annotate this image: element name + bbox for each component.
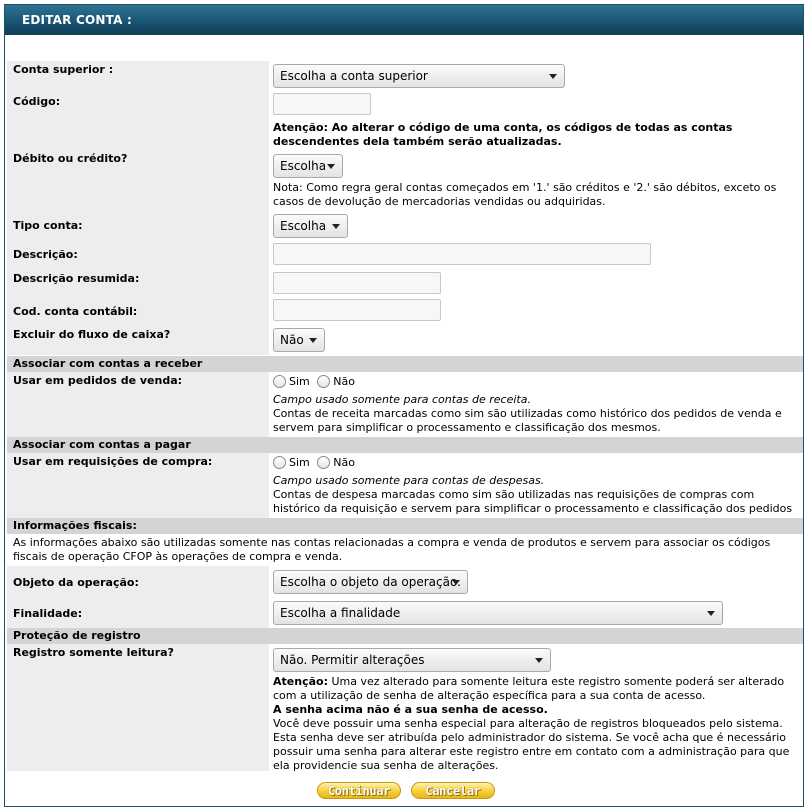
row-finalidade [7, 598, 803, 628]
row-cod-contabil [7, 297, 803, 325]
conta-superior-value: Escolha a conta superior [280, 69, 428, 83]
pedidos-venda-radio-group [273, 375, 797, 389]
pedidos-venda-label: Usar em pedidos de venda: [7, 372, 269, 437]
chevron-down-icon [549, 74, 557, 79]
finalidade-select[interactable] [273, 601, 723, 625]
registro-somente-leitura-value: Não. Permitir alterações [280, 653, 425, 667]
chevron-down-icon [535, 658, 543, 663]
excluir-fluxo-value: Não [280, 333, 304, 347]
conta-superior-label: Conta superior : [7, 61, 269, 93]
tipo-conta-value: Escolha [280, 219, 327, 233]
chevron-down-icon [707, 611, 715, 616]
requisicoes-compra-radio-group [273, 456, 797, 470]
row-conta-superior [7, 61, 803, 93]
tipo-conta-select[interactable] [273, 214, 348, 238]
row-registro-somente-leitura [7, 644, 803, 771]
requisicoes-compra-desc: Contas de despesa marcadas como sim são utilizadas nas requisições de compras com histórico da requisição e servem para simplificar o processamento e classificação dos pedidos [273, 488, 793, 515]
conta-superior-select[interactable] [273, 64, 565, 88]
radio-sim[interactable] [273, 375, 286, 388]
panel-title: EDITAR CONTA : [5, 5, 803, 35]
pedidos-venda-desc: Contas de receita marcadas como sim são utilizadas como histórico dos pedidos de venda e servem para simplificar o processamento e classificação dos mesmos. [273, 407, 782, 434]
debito-credito-value: Escolha [280, 159, 327, 173]
descricao-input[interactable] [273, 243, 651, 265]
protecao-warning-bold: Atenção: [273, 675, 328, 688]
radio-sim-label: Sim [289, 375, 310, 388]
row-requisicoes-compra [7, 453, 803, 518]
radio-nao[interactable] [317, 456, 330, 469]
section-contas-receber: Associar com contas a receber [7, 356, 803, 372]
chevron-down-icon [327, 164, 335, 169]
chevron-down-icon [309, 338, 317, 343]
informacoes-fiscais-desc: As informações abaixo são utilizadas somente nas contas relacionadas a compra e venda de produtos e servem para associar os códigos fiscais de operação CFOP às operações de compra e venda. [13, 536, 771, 563]
excluir-fluxo-select[interactable] [273, 328, 325, 352]
registro-somente-leitura-label: Registro somente leitura? [7, 644, 269, 771]
pedidos-venda-hint: Campo usado somente para contas de receita. [273, 393, 531, 406]
row-pedidos-venda [7, 372, 803, 437]
radio-sim-label: Sim [289, 456, 310, 469]
codigo-label: Código: [7, 93, 269, 150]
continuar-button[interactable]: Continuar [317, 782, 401, 799]
debito-credito-select[interactable] [273, 154, 343, 178]
row-descricao-resumida [7, 268, 803, 297]
finalidade-value: Escolha a finalidade [280, 606, 401, 620]
descricao-resumida-label: Descrição resumida: [7, 268, 269, 297]
radio-nao-label: Não [333, 375, 355, 388]
codigo-warning: Atenção: Ao alterar o código de uma conta, os códigos de todas as contas descendentes dela também serão atualizadas. [273, 121, 733, 148]
debito-credito-note: Nota: Como regra geral contas começados em '1.' são créditos e '2.' são débitos, exceto os casos de devolução de mercadorias vendidas ou adquiridas. [273, 181, 777, 208]
excluir-fluxo-label: Excluir do fluxo de caixa? [7, 325, 269, 355]
tipo-conta-label: Tipo conta: [7, 210, 269, 241]
protecao-warning [273, 675, 797, 703]
cod-contabil-input[interactable] [273, 299, 441, 321]
registro-somente-leitura-select[interactable] [273, 648, 551, 672]
radio-nao-label: Não [333, 456, 355, 469]
requisicoes-compra-label: Usar em requisições de compra: [7, 453, 269, 518]
descricao-resumida-input[interactable] [273, 272, 441, 294]
row-objeto-operacao [7, 566, 803, 598]
radio-sim[interactable] [273, 456, 286, 469]
protecao-desc: Você deve possuir uma senha especial para alteração de registros bloqueados pelo sistema. Esta senha deve ser atribuída pelo administrador do sistema. Se você acha que é necessário possuir uma senha para alterar este registro entre em contato com a administração para que ela providencie sua senha de alterações. [273, 717, 790, 772]
protecao-warning-text: Uma vez alterado para somente leitura este registro somente poderá ser alterado com a utilização de senha de alteração específica para a sua conta de acesso. [273, 675, 785, 702]
section-informacoes-fiscais: Informações fiscais: [7, 518, 803, 534]
row-debito-credito [7, 150, 803, 210]
requisicoes-compra-hint: Campo usado somente para contas de despesas. [273, 474, 545, 487]
chevron-down-icon [452, 580, 460, 585]
debito-credito-label: Débito ou crédito? [7, 150, 269, 210]
row-excluir-fluxo [7, 325, 803, 355]
descricao-label: Descrição: [7, 241, 269, 268]
finalidade-label: Finalidade: [7, 598, 269, 628]
objeto-operacao-select[interactable] [273, 570, 468, 594]
chevron-down-icon [332, 224, 340, 229]
cancelar-button[interactable]: Cancelar [411, 782, 495, 799]
row-codigo [7, 93, 803, 150]
codigo-input[interactable] [273, 93, 371, 115]
objeto-operacao-label: Objeto da operação: [7, 566, 269, 598]
cod-contabil-label: Cod. conta contábil: [7, 297, 269, 325]
section-contas-pagar: Associar com contas a pagar [7, 437, 803, 453]
objeto-operacao-value: Escolha o objeto da operação. [280, 575, 461, 589]
protecao-senha-notice: A senha acima não é a sua senha de acesso. [273, 703, 548, 716]
radio-nao[interactable] [317, 375, 330, 388]
row-descricao [7, 241, 803, 268]
section-protecao-registro: Proteção de registro [7, 628, 803, 644]
row-tipo-conta [7, 210, 803, 241]
edit-account-panel [4, 4, 804, 807]
